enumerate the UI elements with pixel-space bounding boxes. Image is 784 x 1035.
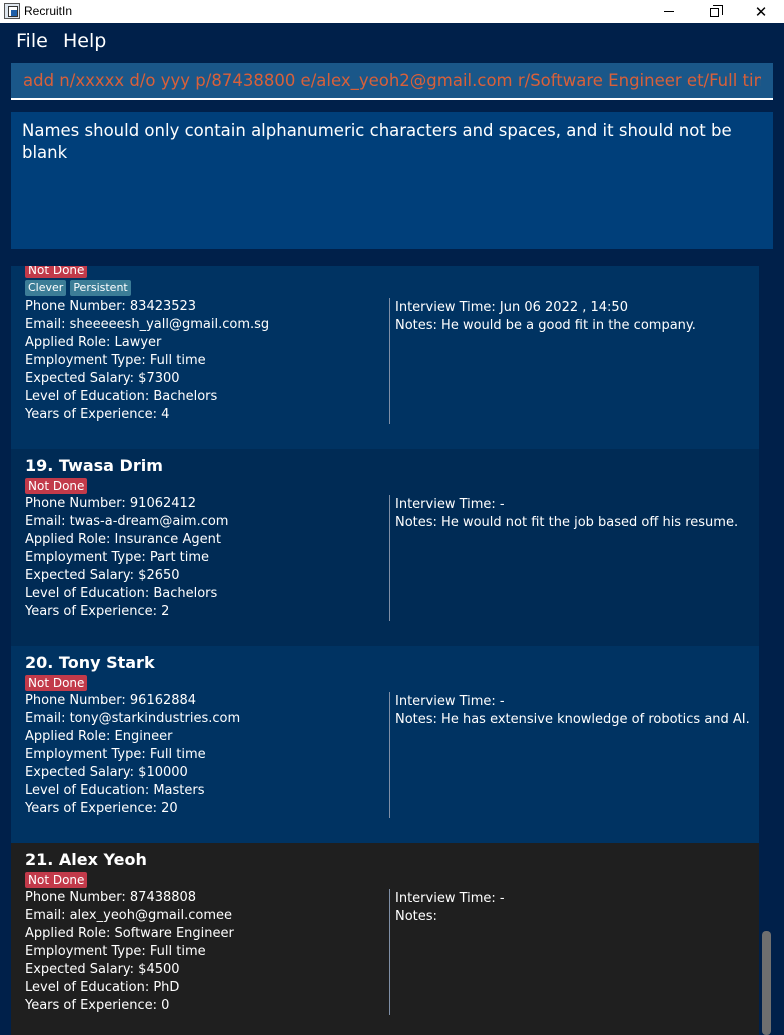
phone-number: Phone Number: 91062412 [25, 496, 197, 511]
scrollbar-track[interactable] [759, 266, 773, 1035]
expected-salary: Expected Salary: $2650 [25, 568, 180, 583]
interview-details [395, 890, 755, 926]
app-icon [4, 3, 20, 19]
applicant-details [25, 692, 380, 818]
applied-role: Applied Role: Lawyer [25, 335, 162, 350]
applied-role: Applied Role: Software Engineer [25, 926, 234, 941]
notes: Notes: He has extensive knowledge of robotics and AI. [395, 712, 750, 727]
expected-salary: Expected Salary: $7300 [25, 371, 180, 386]
menu-bar [0, 23, 784, 59]
interview-time: Interview Time: - [395, 891, 505, 906]
notes: Notes: He would not fit the job based off his resume. [395, 515, 739, 530]
interview-time: Interview Time: - [395, 694, 505, 709]
notes: Notes: He would be a good fit in the company. [395, 318, 696, 333]
title-bar [0, 0, 784, 23]
command-input[interactable] [11, 63, 773, 98]
minimize-button[interactable] [646, 0, 692, 23]
applicant-name: 19. Twasa Drim [25, 456, 163, 475]
close-button[interactable] [738, 0, 784, 23]
tag: Clever [25, 280, 66, 296]
phone-number: Phone Number: 83423523 [25, 299, 197, 314]
applicant-list[interactable] [11, 266, 773, 1035]
minimize-icon [664, 11, 674, 12]
years-experience: Years of Experience: 20 [25, 801, 178, 816]
restore-button[interactable] [692, 0, 738, 23]
education-level: Level of Education: Bachelors [25, 389, 218, 404]
applied-role: Applied Role: Engineer [25, 729, 173, 744]
email: Email: sheeeeesh_yall@gmail.com.sg [25, 317, 270, 332]
years-experience: Years of Experience: 4 [25, 407, 170, 422]
status-badge: Not Done [25, 478, 87, 494]
applicant-card-selected[interactable] [11, 843, 759, 1035]
menu-file[interactable]: File [16, 30, 48, 52]
email: Email: tony@starkindustries.com [25, 711, 241, 726]
expected-salary: Expected Salary: $10000 [25, 765, 188, 780]
interview-details [395, 496, 755, 532]
close-icon: ✕ [754, 2, 768, 21]
applicant-card[interactable] [11, 646, 759, 843]
applicant-card[interactable] [11, 449, 759, 646]
applied-role: Applied Role: Insurance Agent [25, 532, 221, 547]
applicant-card[interactable] [11, 266, 759, 449]
employment-type: Employment Type: Part time [25, 550, 210, 565]
applicant-details [25, 298, 380, 424]
employment-type: Employment Type: Full time [25, 353, 206, 368]
years-experience: Years of Experience: 0 [25, 998, 170, 1013]
notes: Notes: [395, 909, 437, 924]
interview-time: Interview Time: - [395, 497, 505, 512]
status-badge: Not Done [25, 266, 87, 278]
employment-type: Employment Type: Full time [25, 944, 206, 959]
expected-salary: Expected Salary: $4500 [25, 962, 180, 977]
result-display [11, 112, 773, 249]
interview-time: Interview Time: Jun 06 2022 , 14:50 [395, 300, 628, 315]
column-divider [389, 495, 390, 621]
menu-help[interactable]: Help [63, 30, 107, 52]
email: Email: alex_yeoh@gmail.comee [25, 908, 233, 923]
applicant-name: 20. Tony Stark [25, 653, 155, 672]
column-divider [389, 889, 390, 1015]
email: Email: twas-a-dream@aim.com [25, 514, 229, 529]
column-divider [389, 692, 390, 818]
status-badge: Not Done [25, 675, 87, 691]
restore-icon [710, 8, 719, 17]
status-badge: Not Done [25, 872, 87, 888]
education-level: Level of Education: Bachelors [25, 586, 218, 601]
education-level: Level of Education: PhD [25, 980, 180, 995]
applicant-details [25, 889, 380, 1015]
result-message: Names should only contain alphanumeric characters and spaces, and it should not be blank [22, 121, 732, 162]
scrollbar-thumb[interactable] [762, 931, 771, 1035]
tag-list [25, 280, 131, 296]
education-level: Level of Education: Masters [25, 783, 205, 798]
window-title: RecruitIn [24, 4, 73, 18]
employment-type: Employment Type: Full time [25, 747, 206, 762]
phone-number: Phone Number: 96162884 [25, 693, 197, 708]
phone-number: Phone Number: 87438808 [25, 890, 197, 905]
applicant-details [25, 495, 380, 621]
years-experience: Years of Experience: 2 [25, 604, 170, 619]
applicant-name: 21. Alex Yeoh [25, 850, 147, 869]
interview-details [395, 299, 755, 335]
interview-details [395, 693, 755, 729]
column-divider [389, 298, 390, 424]
tag: Persistent [70, 280, 130, 296]
command-box [11, 63, 773, 100]
